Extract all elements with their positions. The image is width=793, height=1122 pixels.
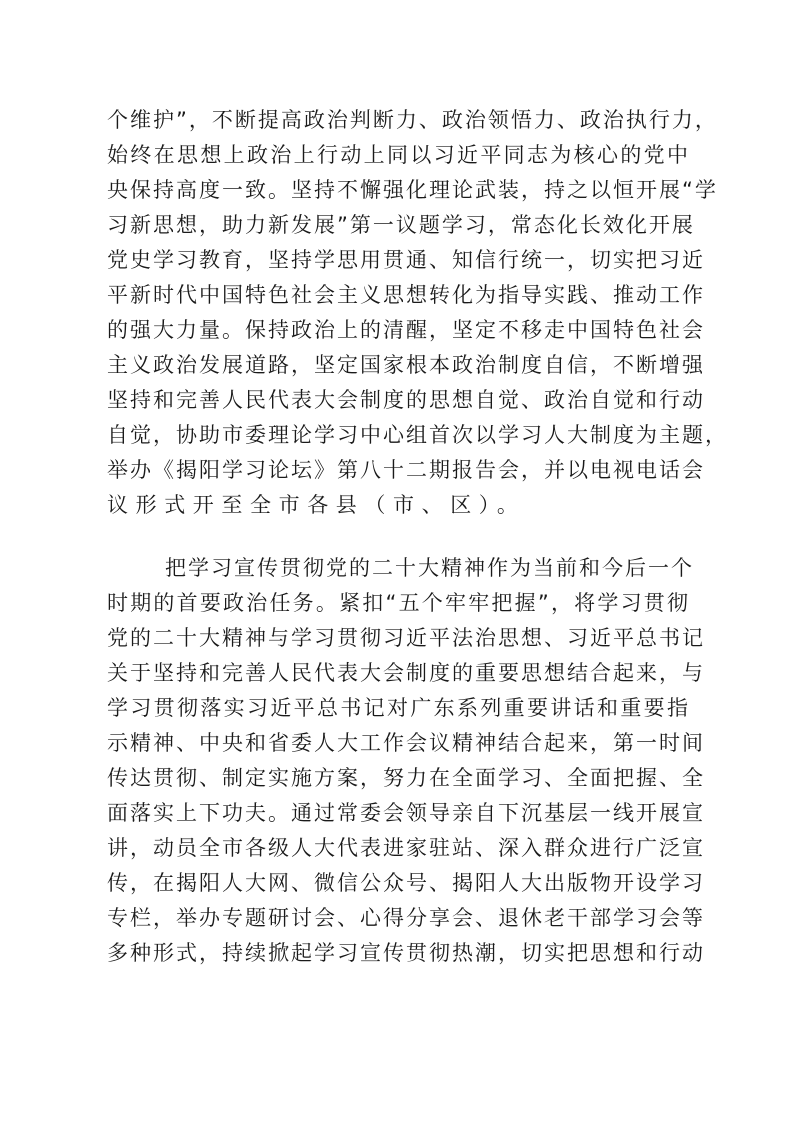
text-line: 讲，动员全市各级人大代表进家驻站、深入群众进行广泛宣 — [107, 836, 705, 860]
text-line: 举办《揭阳学习论坛》第八十二期报告会，并以电视电话会 — [107, 458, 705, 482]
text-line: 传达贯彻、制定实施方案，努力在全面学习、全面把握、全 — [107, 766, 705, 790]
text-line: 党的二十大精神与学习贯彻习近平法治思想、习近平总书记 — [107, 626, 705, 650]
text-line: 传，在揭阳人大网、微信公众号、揭阳人大出版物开设学习 — [107, 871, 705, 895]
text-line: 专栏，举办专题研讨会、心得分享会、退休老干部学习会等 — [107, 906, 705, 930]
text-line: 关于坚持和完善人民代表大会制度的重要思想结合起来，与 — [107, 661, 705, 685]
text-line: 学习贯彻落实习近平总书记对广东系列重要讲话和重要指 — [107, 696, 690, 720]
text-line: 习新思想，助力新发展”第一议题学习，常态化长效化开展 — [107, 213, 695, 237]
text-line: 主义政治发展道路，坚定国家根本政治制度自信，不断增强 — [107, 353, 705, 377]
text-line: 自觉，协助市委理论学习中心组首次以学习人大制度为主题， — [107, 423, 728, 447]
text-line: 多种形式，持续掀起学习宣传贯彻热潮，切实把思想和行动 — [107, 941, 705, 965]
text-line: 坚持和完善人民代表大会制度的思想自觉、政治自觉和行动 — [107, 388, 705, 412]
text-line: 时期的首要政治任务。紧扣“五个牢牢把握”，将学习贯彻 — [107, 591, 690, 615]
text-line: 始终在思想上政治上行动上同以习近平同志为核心的党中 — [107, 143, 690, 167]
text-line: 议形式开至全市各县（市、区）。 — [107, 493, 526, 517]
text-line: 示精神、中央和省委人大工作会议精神结合起来，第一时间 — [107, 731, 705, 755]
text-line: 的强大力量。保持政治上的清醒，坚定不移走中国特色社会 — [107, 318, 705, 342]
text-line: 平新时代中国特色社会主义思想转化为指导实践、推动工作 — [107, 283, 705, 307]
text-line: 面落实上下功夫。通过常委会领导亲自下沉基层一线开展宣 — [107, 801, 705, 825]
text-line: 把学习宣传贯彻党的二十大精神作为当前和今后一个 — [165, 556, 694, 580]
text-line: 党史学习教育，坚持学思用贯通、知信行统一，切实把习近 — [107, 248, 705, 272]
text-line: 央保持高度一致。坚持不懈强化理论武装，持之以恒开展“学 — [107, 178, 718, 202]
text-line: 个维护”，不断提高政治判断力、政治领悟力、政治执行力， — [107, 108, 718, 132]
